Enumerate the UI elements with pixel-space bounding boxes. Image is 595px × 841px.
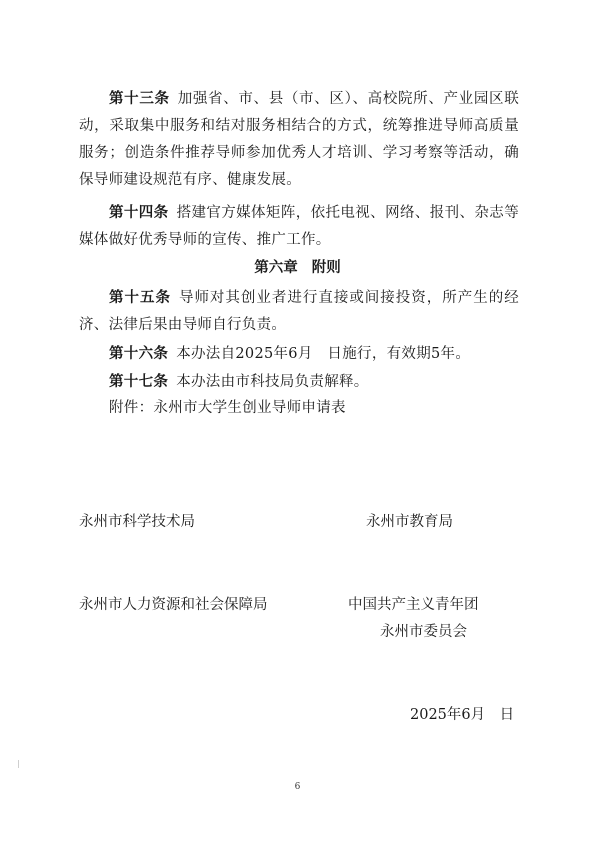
signatory-youth-league-line1: 中国共产主义青年团 [348,597,479,613]
issue-date: 2025年6月 日 [410,707,515,723]
signatory-hr-bureau: 永州市人力资源和社会保障局 [79,597,268,613]
article-14 [79,199,519,254]
scan-artifact [18,760,19,768]
article-16 [79,340,519,368]
article-17 [79,368,519,396]
signatory-education-bureau: 永州市教育局 [366,514,453,530]
article-15-text: 导师对其创业者进行直接或间接投资，所产生的经济、法律后果由导师自行负责。 [79,290,519,333]
signatory-science-bureau: 永州市科学技术局 [79,514,195,530]
chapter-title: 附则 [311,259,341,276]
article-13-label: 第十三条 [109,90,170,107]
chapter-number: 第六章 [254,259,298,276]
article-15 [79,284,519,339]
article-17-text: 本办法由市科技局负责解释。 [176,374,369,390]
article-16-text: 本办法自2025年6月 日施行，有效期5年。 [176,346,471,362]
chapter-heading [0,256,595,280]
article-13-text: 加强省、市、县（市、区）、高校院所、产业园区联动，采取集中服务和结对服务相结合的方式，统筹推进导师高质量服务；创造条件推荐导师参加优秀人才培训、学习考察等活动，确保导师建设规范有序、健康发展。 [79,91,519,188]
article-14-text: 搭建官方媒体矩阵，依托电视、网络、报刊、杂志等媒体做好优秀导师的宣传、推广工作。 [79,205,519,248]
signatory-youth-league-line2: 永州市委员会 [380,624,467,640]
attachment-line: 附件：永州市大学生创业导师申请表 [109,400,346,416]
article-15-label: 第十五条 [109,289,171,306]
page-number: 6 [294,782,301,792]
article-14-label: 第十四条 [109,204,169,221]
article-17-label: 第十七条 [109,373,169,390]
article-16-label: 第十六条 [109,345,169,362]
article-13 [79,85,519,194]
